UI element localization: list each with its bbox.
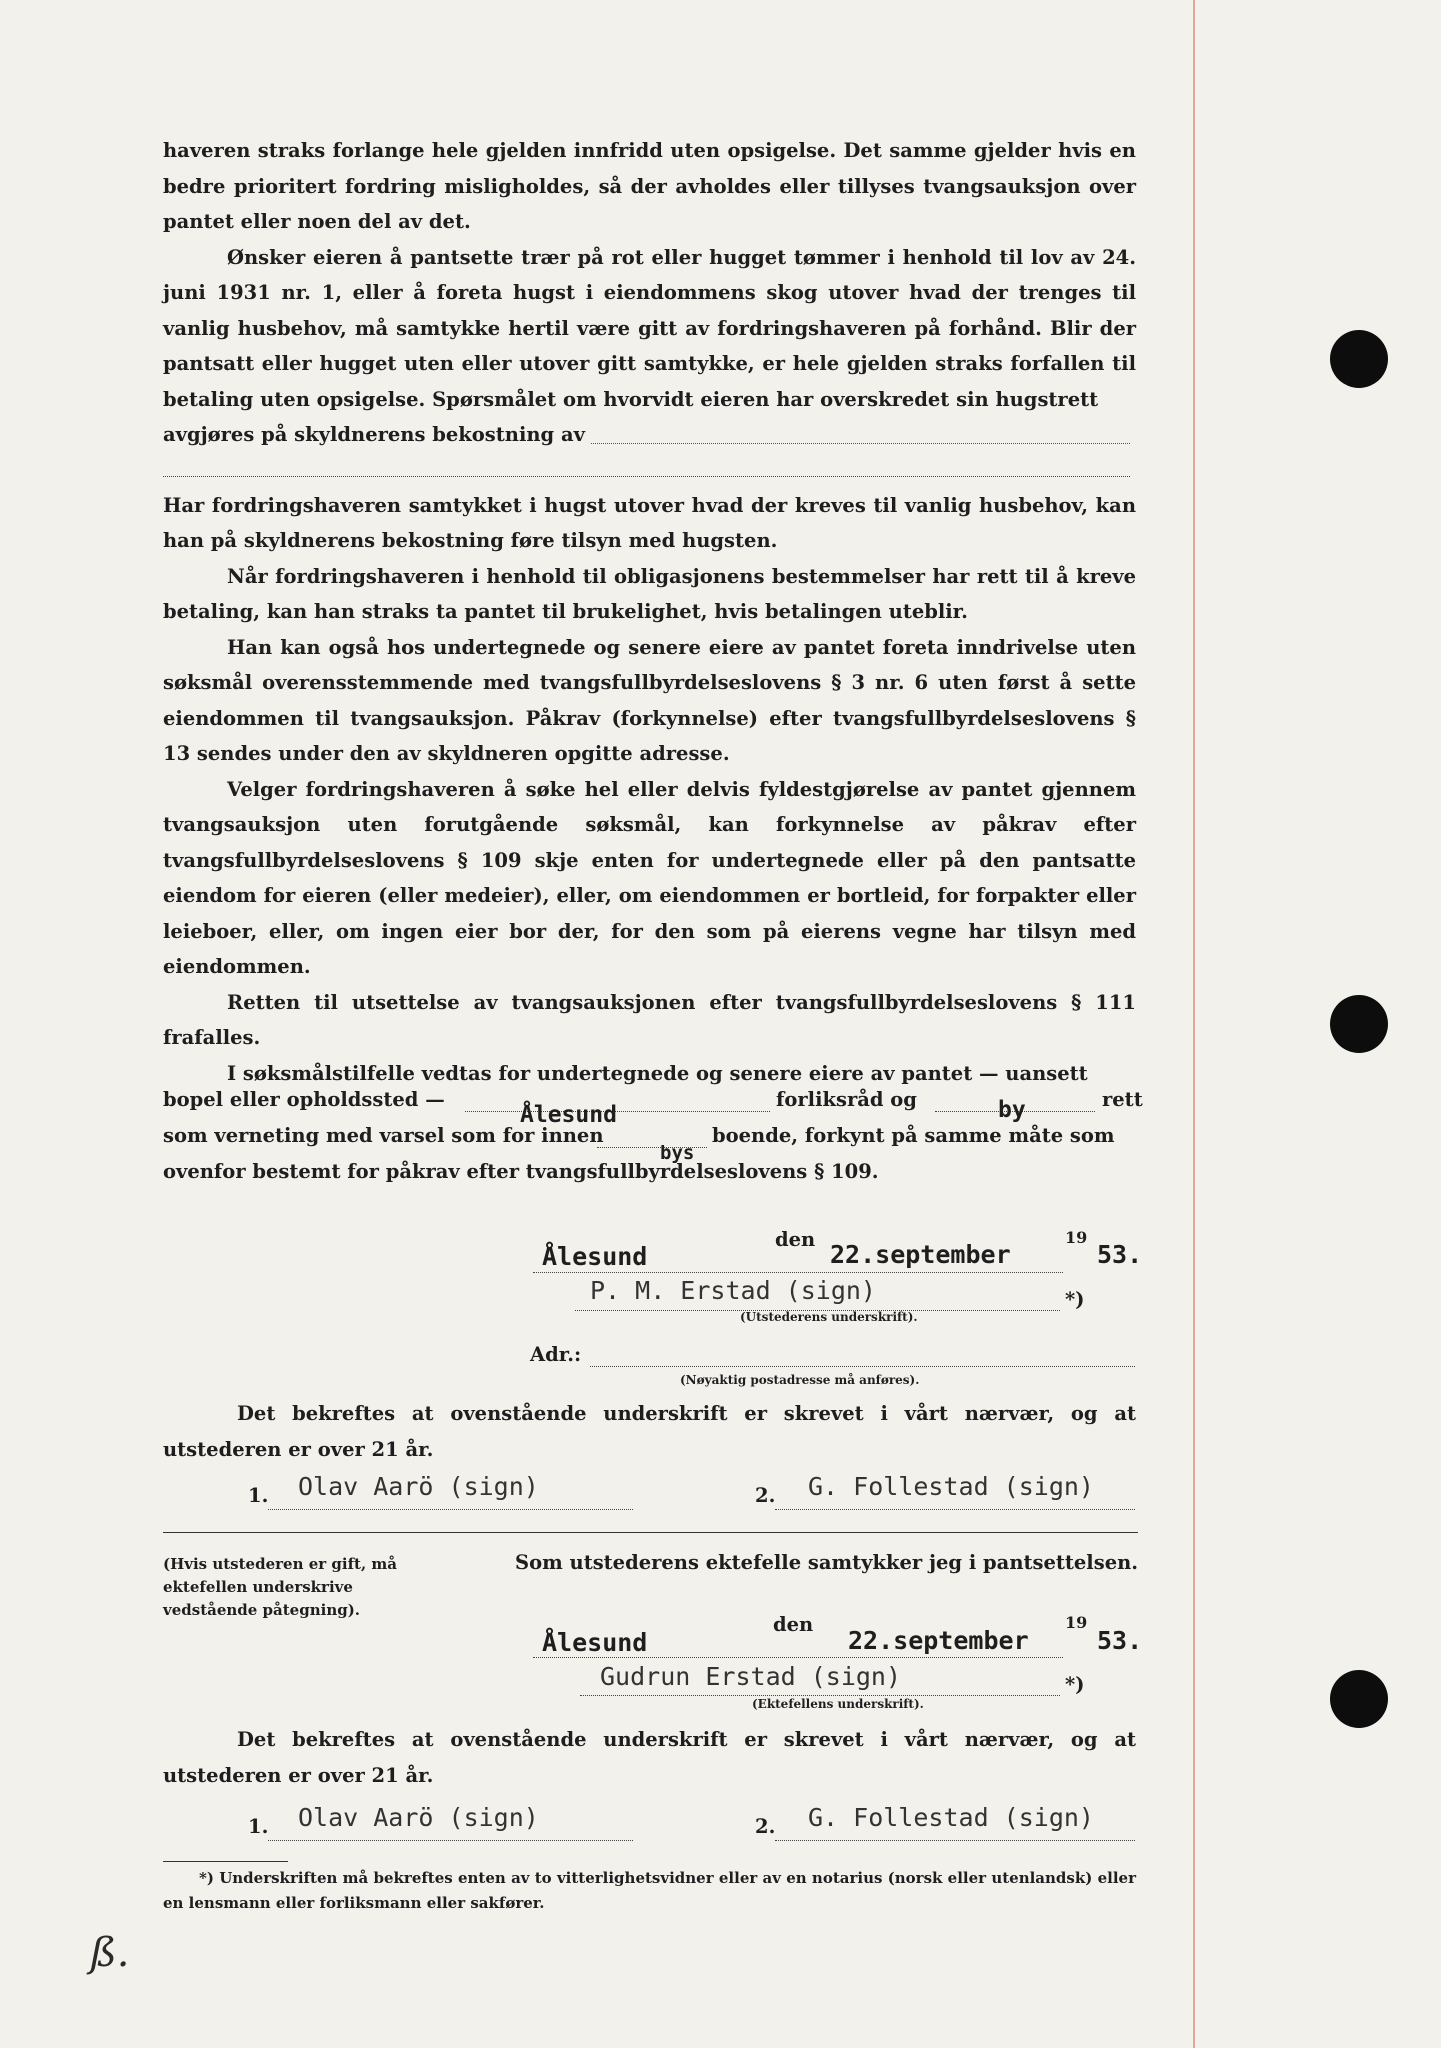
bleed-through-text — [1205, 110, 1425, 1710]
spouse-date-day-month: 22.september — [848, 1626, 1029, 1655]
handwritten-mark: ß. — [90, 1930, 130, 1976]
venue-place: Ålesund — [520, 1102, 617, 1128]
punch-hole-top — [1330, 330, 1388, 388]
paragraph-6: Velger fordringshaveren å søke hel eller delvis fyldestgjørelse av pantet gjennem tvangsauksjon uten forutgående søksmål, kan forkynnelse av påkrav efter tvangsfullbyrdelseslovens § 109 skje enten for undertegnede eller på den pantsatte eiendom for eieren (eller medeier), eller, om eiendommen er bortleid, for forpakter eller leieboer, eller, om ingen eier bor der, for den som på eierens vegne har tilsyn med eiendommen. — [163, 777, 1136, 978]
venue-line-start: bopel eller opholdssted — — [163, 1088, 445, 1111]
witness-1-number: 1. — [248, 1484, 269, 1507]
venue-by: by — [998, 1097, 1026, 1123]
spouse-witness-1-number: 1. — [248, 1815, 269, 1838]
hugst-cost-line — [163, 417, 1136, 453]
spouse-witness-2-number: 2. — [755, 1815, 776, 1838]
date-fill — [533, 1271, 1063, 1273]
witness-2-number: 2. — [755, 1484, 776, 1507]
spouse-signature: Gudrun Erstad (sign) — [600, 1662, 902, 1691]
section-divider — [163, 1532, 1138, 1533]
spouse-date-year: 53. — [1097, 1626, 1143, 1655]
fill-line — [591, 442, 1130, 444]
venue-line-2-end: boende, forkynt på samme måte som — [712, 1124, 1115, 1147]
venue-line-3: ovenfor bestemt for påkrav efter tvangsfullbyrdelseslovens § 109. — [163, 1160, 879, 1183]
date-year-prefix: 19 — [1065, 1228, 1088, 1247]
footnote-rule — [163, 1861, 288, 1862]
address-label: Adr.: — [530, 1343, 582, 1366]
paragraph-8: I søksmålstilfelle vedtas for undertegnede og senere eiere av pantet — uansett — [227, 1061, 1088, 1085]
spouse-witness-1-line — [268, 1839, 633, 1841]
venue-line-2-start: som verneting med varsel som for innen — [163, 1124, 604, 1147]
spouse-date-place: Ålesund — [542, 1628, 648, 1657]
spouse-date-den-label: den — [773, 1613, 814, 1636]
confirm-text-2: Det bekreftes at ovenstående underskrift er skrevet i vårt nærvær, og at utstederen er over 21 år. — [163, 1728, 1136, 1787]
witness-1-signature: Olav Aarö (sign) — [298, 1472, 539, 1501]
paragraph-7: Retten til utsettelse av tvangsauksjonen efter tvangsfullbyrdelseslovens § 111 frafalles. — [163, 990, 1136, 1049]
date-day-month: 22.september — [830, 1240, 1011, 1269]
address-line — [590, 1365, 1135, 1367]
issuer-asterisk: *) — [1065, 1288, 1085, 1311]
paragraph-3: Har fordringshaveren samtykket i hugst utover hvad der kreves til vanlig husbehov, kan han på skyldnerens bekostning føre tilsyn med hugsten. — [163, 493, 1136, 552]
paragraph-2-end: avgjøres på skyldnerens bekostning av — [163, 423, 585, 446]
witness-2-signature: G. Follestad (sign) — [808, 1472, 1094, 1501]
margin-rule — [1193, 0, 1195, 2048]
main-text — [163, 133, 1136, 1091]
venue-bys: bys — [660, 1142, 695, 1164]
spouse-witness-2-signature: G. Follestad (sign) — [808, 1803, 1094, 1832]
spouse-date-year-prefix: 19 — [1065, 1613, 1088, 1632]
witness-2-line — [775, 1508, 1135, 1510]
paragraph-2: Ønsker eieren å pantsette trær på rot eller hugget tømmer i henhold til lov av 24. juni 1931 nr. 1, eller å foreta hugst i eiendommens skog utover hvad der trenges til vanlig husbehov, må samtykke hertil være gitt av fordringshaveren på forhånd. Blir der pantsatt eller hugget uten eller utover gitt samtykke, er hele gjelden straks forfallen til betaling uten opsigelse. Spørsmålet om hvorvidt eieren har overskredet sin hugstrett — [163, 245, 1136, 411]
spouse-witness-1-signature: Olav Aarö (sign) — [298, 1803, 539, 1832]
address-caption: (Nøyaktig postadresse må anføres). — [680, 1373, 920, 1387]
punch-hole-middle — [1330, 995, 1388, 1053]
venue-forliksrad: forliksråd og — [776, 1088, 917, 1111]
paragraph-1: haveren straks forlange hele gjelden innfridd uten opsigelse. Det samme gjelder hvis en bedre prioritert fordring misligholdes, så der avholdes eller tillyses tvangsauksjon over pantet eller noen del av det. — [163, 139, 1136, 233]
paragraph-5: Han kan også hos undertegnede og senere eiere av pantet foreta inndrivelse uten søksmål overensstemmende med tvangsfullbyrdelseslovens § 3 nr. 6 uten først å sette eiendommen til tvangsauksjon. Påkrav (forkynnelse) efter tvangsfullbyrdelseslovens § 13 sendes under den av skyldneren opgitte adresse. — [163, 635, 1136, 765]
spouse-date-fill — [533, 1656, 1063, 1658]
footnote: *) Underskriften må bekreftes enten av to vitterlighetsvidner eller av en notarius (norsk eller utenlandsk) eller en lensmann eller forliksmann eller sakfører. — [163, 1869, 1136, 1912]
issuer-caption: (Utstederens underskrift). — [740, 1310, 918, 1324]
spouse-asterisk: *) — [1065, 1673, 1085, 1696]
date-year: 53. — [1097, 1240, 1143, 1269]
paragraph-4: Når fordringshaveren i henhold til obligasjonens bestemmelser har rett til å kreve betaling, kan han straks ta pantet til brukelighet, hvis betalingen uteblir. — [163, 564, 1136, 623]
spouse-consent: Som utstederens ektefelle samtykker jeg i pantsettelsen. — [515, 1551, 1139, 1574]
date-den-label: den — [775, 1228, 816, 1251]
punch-hole-bottom — [1330, 1670, 1388, 1728]
date-place: Ålesund — [542, 1242, 648, 1271]
spouse-witness-2-line — [775, 1839, 1135, 1841]
blank-fill-row — [163, 453, 1136, 488]
venue-fill-1 — [465, 1110, 770, 1112]
fill-line-2 — [163, 475, 1130, 477]
confirm-text-1: Det bekreftes at ovenstående underskrift er skrevet i vårt nærvær, og at utstederen er over 21 år. — [163, 1402, 1136, 1461]
spouse-side-note: (Hvis utstederen er gift, må ektefellen underskrive vedstående påtegning). — [163, 1555, 397, 1619]
spouse-sign-line — [580, 1694, 1060, 1696]
witness-1-line — [268, 1508, 633, 1510]
spouse-caption: (Ektefellens underskrift). — [752, 1697, 924, 1711]
venue-rett: rett — [1102, 1088, 1143, 1111]
issuer-signature: P. M. Erstad (sign) — [590, 1276, 876, 1305]
